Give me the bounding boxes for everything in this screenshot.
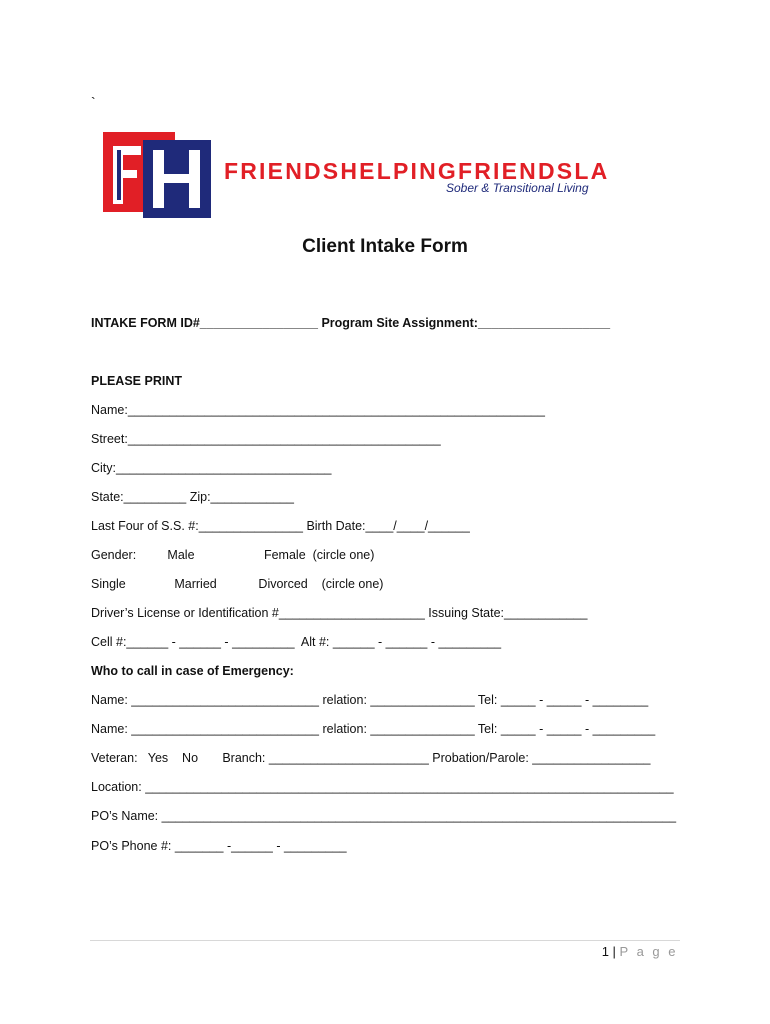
location-field-line[interactable]: Location: ____________________________________________________________________________ [91, 780, 674, 794]
stray-mark: ` [91, 94, 96, 110]
ssn-birthdate-field-line[interactable]: Last Four of S.S. #:_______________ Birth Date:____/____/______ [91, 519, 470, 533]
po-name-field-line[interactable]: PO’s Name: __________________________________________________________________________ [91, 809, 677, 823]
footer-divider [90, 940, 680, 941]
city-field-line[interactable]: City:_______________________________ [91, 461, 332, 475]
phone-field-line[interactable]: Cell #:______ - ______ - _________ Alt #: ______ - ______ - _________ [91, 635, 502, 649]
intake-id-line[interactable]: INTAKE FORM ID#_________________ Program Site Assignment:___________________ [91, 316, 611, 330]
please-print-heading: PLEASE PRINT [91, 374, 182, 388]
po-phone-field-line[interactable]: PO’s Phone #: _______ -______ - _________ [91, 839, 347, 853]
emergency-heading: Who to call in case of Emergency: [91, 664, 294, 678]
page-number: 1 [601, 944, 609, 959]
name-field-line[interactable]: Name:____________________________________________________________ [91, 403, 545, 417]
emergency-contact-1-line[interactable]: Name: ___________________________ relation: _______________ Tel: _____ - _____ - ________ [91, 693, 649, 707]
friends-helping-friends-logo [103, 132, 211, 218]
page-label: P a g e [619, 944, 678, 959]
gender-choice-line[interactable]: Gender: Male Female (circle one) [91, 548, 375, 562]
street-field-line[interactable]: Street:_____________________________________________ [91, 432, 441, 446]
form-title: Client Intake Form [302, 236, 468, 257]
page-separator: | [608, 944, 620, 959]
state-zip-field-line[interactable]: State:_________ Zip:____________ [91, 490, 294, 504]
marital-status-choice-line[interactable]: Single Married Divorced (circle one) [91, 577, 384, 591]
emergency-contact-2-line[interactable]: Name: ___________________________ relation: _______________ Tel: _____ - _____ - _________ [91, 722, 656, 736]
veteran-probation-line[interactable]: Veteran: Yes No Branch: _______________________ Probation/Parole: _________________ [91, 751, 651, 765]
page-footer [602, 944, 678, 959]
license-field-line[interactable]: Driver’s License or Identification #_____________________ Issuing State:____________ [91, 606, 588, 620]
brand-tagline: Sober & Transitional Living [446, 181, 589, 195]
brand-name: FRIENDSHELPINGFRIENDSLA [224, 158, 610, 184]
